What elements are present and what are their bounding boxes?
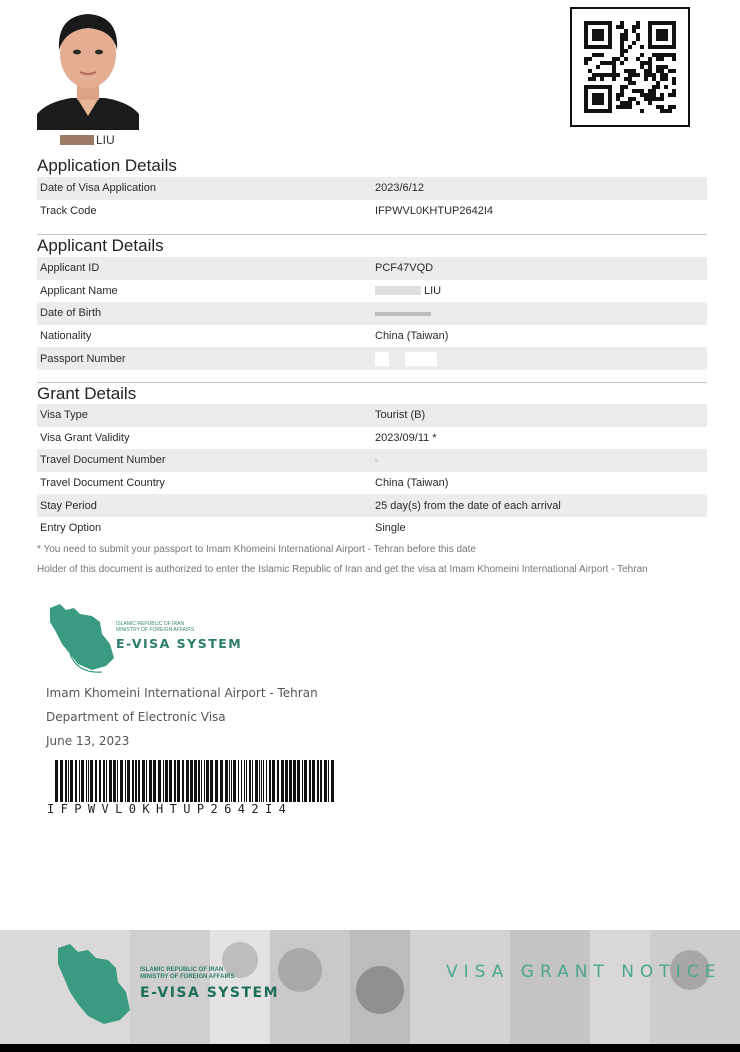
row-value	[372, 285, 707, 297]
applicant-details-table	[37, 257, 707, 370]
grant-details-table	[37, 404, 707, 540]
table-row	[37, 404, 707, 427]
row-label: Visa Grant Validity	[40, 431, 130, 444]
row-value	[372, 454, 707, 466]
table-row	[37, 302, 707, 325]
row-value: China (Taiwan)	[375, 330, 449, 343]
row-label: Nationality	[40, 330, 92, 343]
row-label: Applicant Name	[40, 284, 118, 297]
barcode-text: IFPWVL0KHTUP2642I4	[47, 802, 293, 816]
redacted-text	[375, 286, 421, 295]
grant-details-title: Grant Details	[37, 384, 137, 403]
logo-title: E-VISA SYSTEM	[116, 636, 243, 651]
table-row	[37, 427, 707, 450]
bottom-border	[0, 1044, 740, 1052]
redacted-text	[405, 352, 437, 366]
applicant-name-caption	[60, 133, 115, 147]
applicant-details-title: Applicant Details	[37, 236, 164, 255]
applicant-photo	[37, 6, 139, 130]
row-value	[372, 307, 707, 319]
row-label: Applicant ID	[40, 262, 100, 275]
divider	[37, 234, 707, 235]
divider	[37, 382, 707, 383]
redacted-text	[375, 352, 389, 366]
applicant-name-value: LIU	[424, 284, 442, 297]
row-label: Entry Option	[40, 522, 102, 535]
issue-date: June 13, 2023	[46, 734, 130, 748]
asterisk-note: * You need to submit your passport to Imam Khomeini International Airport - Tehran before this date	[37, 544, 476, 555]
table-row	[37, 347, 707, 370]
row-label: Travel Document Number	[40, 454, 166, 467]
redacted-text	[375, 459, 378, 462]
row-value: 25 day(s) from the date of each arrival	[375, 499, 561, 512]
logo-subtitle	[116, 621, 194, 633]
row-value: Tourist (B)	[375, 409, 426, 422]
footer-logo-line-1: ISLAMIC REPUBLIC OF IRAN	[140, 967, 224, 973]
row-label: Stay Period	[40, 499, 97, 512]
row-value: 2023/09/11 *	[375, 431, 437, 444]
logo-line-2: MINISTRY OF FOREIGN AFFAIRS	[116, 627, 195, 633]
row-value: 2023/6/12	[375, 182, 424, 195]
visa-grant-notice-title: VISA GRANT NOTICE	[446, 962, 722, 982]
footer-logo-line-2: MINISTRY OF FOREIGN AFFAIRS	[140, 974, 235, 980]
issuer-location: Imam Khomeini International Airport - Tehran	[46, 686, 318, 700]
table-row	[37, 257, 707, 280]
issuer-department: Department of Electronic Visa	[46, 710, 226, 724]
redacted-text	[375, 312, 431, 316]
row-value	[372, 352, 707, 366]
row-label: Date of Birth	[40, 307, 102, 320]
logo-line-1: ISLAMIC REPUBLIC OF IRAN	[116, 621, 185, 627]
application-details-table	[37, 177, 707, 222]
row-label: Date of Visa Application	[40, 182, 156, 195]
footer-logo-title: E-VISA SYSTEM	[140, 985, 280, 1001]
barcode	[55, 760, 337, 802]
table-row	[37, 177, 707, 200]
table-row	[37, 325, 707, 348]
applicant-surname: LIU	[96, 133, 115, 147]
holder-note: Holder of this document is authorized to enter the Islamic Republic of Iran and get the visa at Imam Khomeini International Airport - Tehran	[37, 564, 648, 575]
footer-banner	[0, 930, 740, 1044]
table-row	[37, 517, 707, 540]
row-label: Travel Document Country	[40, 477, 165, 490]
row-value: PCF47VQD	[375, 262, 434, 275]
row-label: Passport Number	[40, 352, 126, 365]
row-value: Single	[375, 522, 406, 535]
row-label: Track Code	[40, 204, 97, 217]
table-row	[37, 494, 707, 517]
application-details-title: Application Details	[37, 156, 177, 175]
footer-logo-subtitle	[140, 967, 234, 981]
table-row	[37, 449, 707, 472]
table-row	[37, 200, 707, 223]
row-label: Visa Type	[40, 409, 88, 422]
table-row	[37, 280, 707, 303]
iran-map-icon	[44, 600, 124, 680]
row-value: China (Taiwan)	[375, 477, 449, 490]
qr-code	[570, 7, 690, 127]
redacted-name	[60, 135, 94, 145]
row-value: IFPWVL0KHTUP2642I4	[375, 204, 493, 217]
footer-photo-collage	[0, 930, 740, 1044]
table-row	[37, 472, 707, 495]
